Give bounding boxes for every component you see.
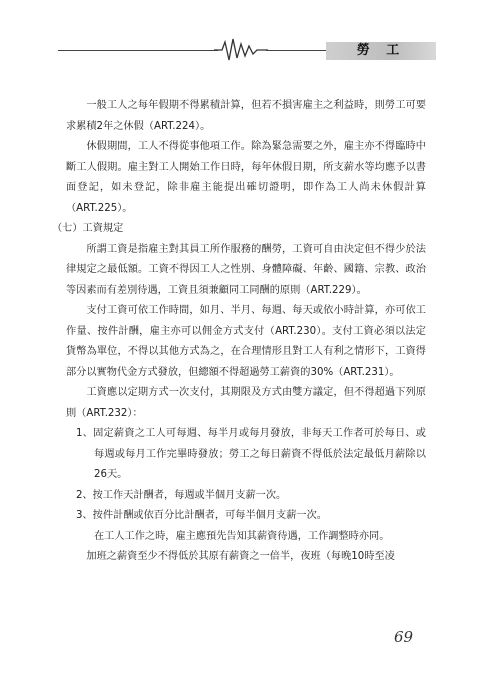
paragraph: 一般工人之每年假期不得累積計算，但若不損害雇主之利益時，則勞工可要求累積2年之休假（ART.224）。 — [66, 100, 426, 132]
header-rule-left — [58, 50, 218, 51]
page-body — [52, 96, 426, 568]
header-rule-right — [266, 50, 326, 51]
paragraph: 在工人工作之時，雇主應預先告知其薪資待遇，工作調整時亦同。 — [94, 530, 390, 542]
list-item: 1、固定薪資之工人可每週、每半月或每月發放，非每天工作者可於每日、或每週或每月工作完畢時發放；勞工之每日薪資不得低於法定最低月薪除以26天。 — [76, 428, 426, 480]
section-heading: （七）工資規定 — [52, 223, 124, 234]
paragraph: 休假期間，工人不得從事他項工作。除為緊急需要之外，雇主亦不得臨時中斷工人假期。雇主對工人開始工作日時，每年休假日期，所支薪水等均應予以書面登記，如未登記，除非雇主能提出確切證明，即作為工人尚未休假計算（ART.225）。 — [66, 141, 426, 214]
heartbeat-icon — [214, 36, 268, 64]
list-item: 2、按工作天計酬者，每週或半個月支薪一次。 — [76, 489, 287, 501]
page-number: 69 — [394, 628, 414, 646]
paragraph: 支付工資可依工作時間，如月、半月、每週、每天或依小時計算，亦可依工作量、按件計酬，雇主亦可以佣金方式支付（ART.230）。支付工資必須以法定貨幣為單位，不得以其他方式為之，在合理情形且對工人有利之情形下，工資得部分以實物代金方式發放，但總額不得超過勞工薪資的30%（ART.231）。 — [66, 305, 426, 378]
list-item: 3、按件計酬或依百分比計酬者，可每半個月支薪一次。 — [76, 510, 327, 521]
chapter-tab: 勞 工 — [326, 42, 436, 60]
page-header — [0, 36, 480, 64]
paragraph: 工資應以定期方式一次支付，其期限及方式由雙方議定，但不得超過下列原則（ART.232）： — [66, 387, 426, 419]
paragraph: 所謂工資是指雇主對其員工所作服務的酬勞，工資可自由決定但不得少於法律規定之最低額。工資不得因工人之性別、身體障礙、年齡、國籍、宗教、政治等因素而有差別待遇，工資且須兼顧同工同酬的原則（ART.229）。 — [66, 243, 426, 296]
paragraph: 加班之薪資至少不得低於其原有薪資之一倍半，夜班（每晚10時至凌 — [86, 551, 395, 562]
